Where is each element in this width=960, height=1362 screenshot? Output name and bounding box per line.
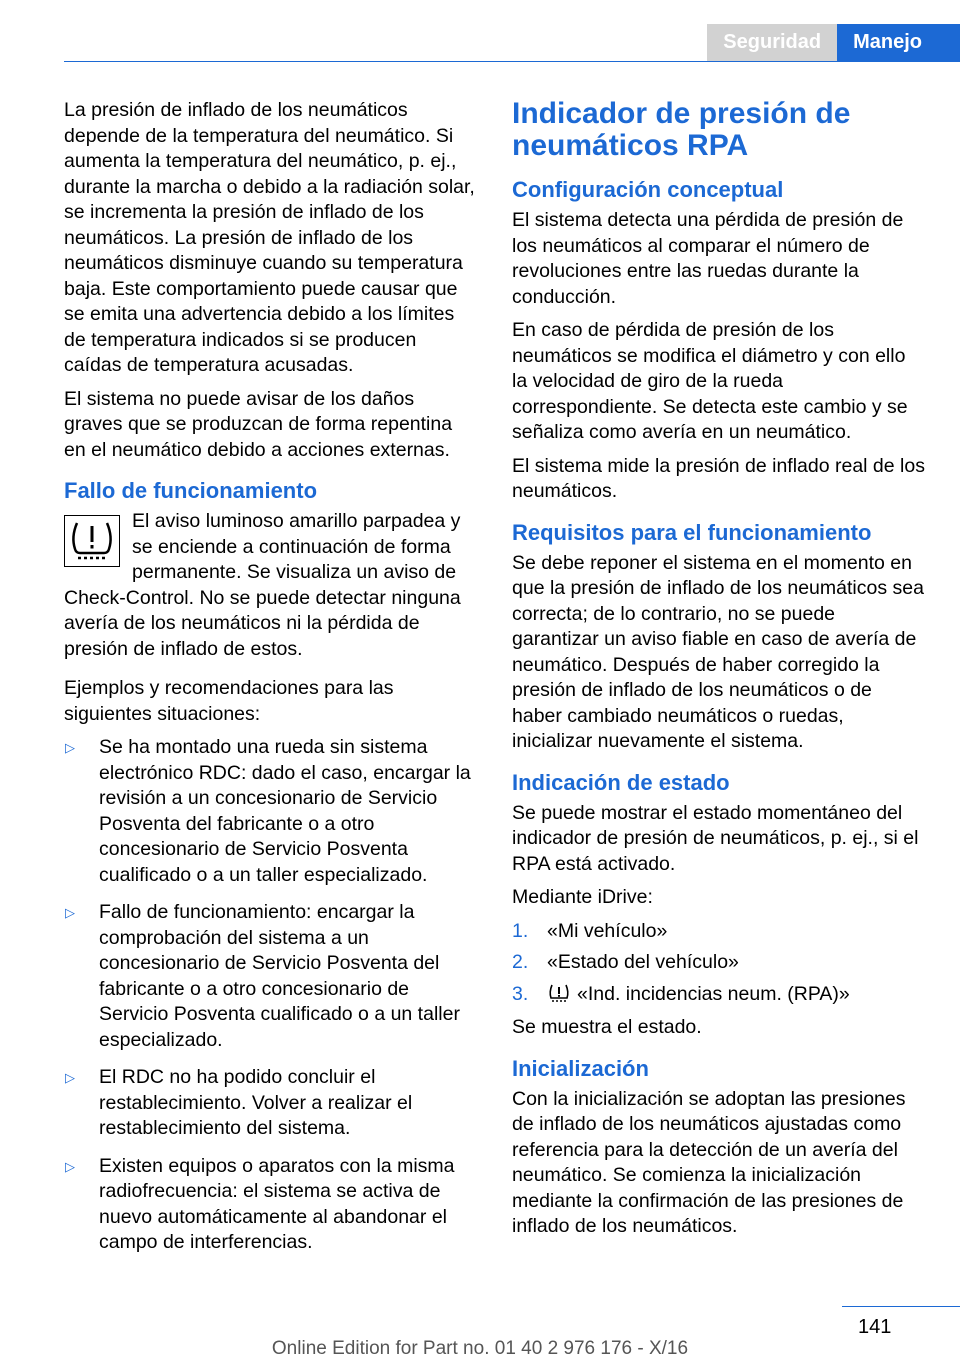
triangle-bullet-icon: ▷ — [65, 740, 75, 755]
triangle-bullet-icon: ▷ — [65, 905, 75, 920]
concept-paragraph-2: En caso de pérdida de presión de los neumáticos se modifica el diámetro y con ello la velocidad de giro de la rueda correspondiente. Se detecta este cambio y se señaliza como avería en un neumático. — [512, 319, 908, 443]
examples-intro: Ejemplos y recomendaciones para las siguientes situaciones: — [64, 677, 394, 725]
list-item-text: Se ha montado una rueda sin sistema electrónico RDC: dado el caso, encargar la revisión a un concesionario de Servicio Posventa del fabricante o a otro concesionario de Servicio Posventa cualificado o a un taller especializado. — [99, 736, 471, 886]
page-number: 141 — [858, 1316, 892, 1338]
list-item — [512, 950, 926, 976]
fault-text: El aviso luminoso amarillo parpadea y se enciende a continuación de forma permanente. Se visualiza un aviso de — [132, 510, 461, 583]
step-number: 2. — [512, 951, 529, 973]
left-column — [64, 98, 478, 1268]
right-column — [512, 98, 926, 1248]
list-item — [64, 1065, 478, 1142]
list-item — [512, 919, 926, 945]
fault-warning-block — [64, 509, 478, 586]
requirements-paragraph: Se debe reponer el sistema en el momento en que la presión de inflado de los neumáticos sea correcta; de lo contrario, no se puede garantizar un aviso fiable en caso de avería de neumático. Después de haber corregido la presión de inflado de los neumáticos o de haber cambiado neumáticos o ruedas, inicializar nuevamente el sistema. — [512, 551, 924, 752]
header-tabs — [707, 24, 960, 61]
step-number: 3. — [512, 982, 529, 1005]
triangle-bullet-icon: ▷ — [65, 1158, 75, 1174]
concept-paragraph-3: El sistema mide la presión de inflado real de los neumáticos. — [512, 454, 925, 502]
fault-text-continued: Check-Control. No se puede detectar ninguna avería de los neumáticos ni la pérdida de presión de inflado de estos. — [64, 586, 461, 660]
idrive-steps — [512, 919, 926, 1008]
tab-seguridad[interactable]: Seguridad — [707, 24, 837, 61]
list-item-text: Existen equipos o aparatos con la misma radiofrecuencia: el sistema se activa de nuevo automáticamente al abandonar el campo de interferencias. — [99, 1154, 455, 1253]
list-item-text: El RDC no ha podido concluir el restablecimiento. Volver a realizar el restablecimiento del sistema. — [99, 1066, 413, 1139]
requirements-heading: Requisitos para el funcionamiento — [512, 519, 872, 545]
intro-paragraph-1: La presión de inflado de los neumáticos depende de la temperatura del neumático. Si aumenta la temperatura del neumático, p. ej., durante la marcha o debido a la radiación solar, se incrementa la presión de inflado de los neumáticos. La presión de inflado de los neumáticos disminuye cuando su temperatura baja. Este comportamiento puede causar que se emita una advertencia debido a los límites de temperatura indicados si se producen caídas de temperatura acusadas. — [64, 99, 475, 376]
step-text: «Mi vehículo» — [547, 919, 668, 942]
examples-list — [64, 735, 478, 1256]
list-item — [64, 735, 478, 888]
status-paragraph-2: Mediante iDrive: — [512, 886, 653, 908]
init-heading: Inicialización — [512, 1055, 649, 1081]
tab-manejo[interactable]: Manejo — [837, 24, 960, 61]
intro-paragraph-2: El sistema no puede avisar de los daños graves que se produzcan de forma repentina en el neumático debido a acciones externas. — [64, 387, 453, 461]
footer-rule — [842, 1306, 960, 1307]
step-number: 1. — [512, 919, 529, 942]
fault-heading: Fallo de funcionamiento — [64, 478, 318, 503]
concept-heading: Configuración conceptual — [512, 177, 784, 202]
list-item — [64, 1154, 478, 1256]
list-item-text: Fallo de funcionamiento: encargar la comprobación del sistema a un concesionario de Servicio Posventa del fabricante o a otro concesionario de Servicio Posventa cualificado o a un taller especializado. — [99, 901, 460, 1051]
tire-pressure-warning-icon — [64, 515, 120, 567]
list-item — [64, 900, 478, 1053]
concept-paragraph-1: El sistema detecta una pérdida de presión de los neumáticos al comparar el número de revoluciones entre las ruedas durante la conducción. — [512, 209, 904, 308]
tire-pressure-warning-icon — [547, 983, 571, 1003]
status-paragraph-3: Se muestra el estado. — [512, 1016, 702, 1038]
page-title: Indicador de presión de neumáticos RPA — [512, 97, 851, 162]
step-text: «Ind. incidencias neum. (RPA)» — [577, 982, 850, 1005]
header-rule — [64, 61, 960, 62]
edition-footer: Online Edition for Part no. 01 40 2 976 176 - X/16 — [271, 1338, 689, 1359]
list-item — [512, 982, 926, 1008]
step-text: «Estado del vehículo» — [547, 951, 739, 973]
status-heading: Indicación de estado — [512, 769, 730, 795]
triangle-bullet-icon: ▷ — [65, 1070, 75, 1085]
init-paragraph: Con la inicialización se adoptan las presiones de inflado de los neumáticos ajustadas como referencia para la detección de un avería del neumático. Se comienza la inicialización mediante la confirmación de las presiones de inflado de los neumáticos. — [512, 1087, 906, 1237]
status-paragraph-1: Se puede mostrar el estado momentáneo del indicador de presión de neumáticos, p. ej., si el RPA está activado. — [512, 801, 919, 875]
